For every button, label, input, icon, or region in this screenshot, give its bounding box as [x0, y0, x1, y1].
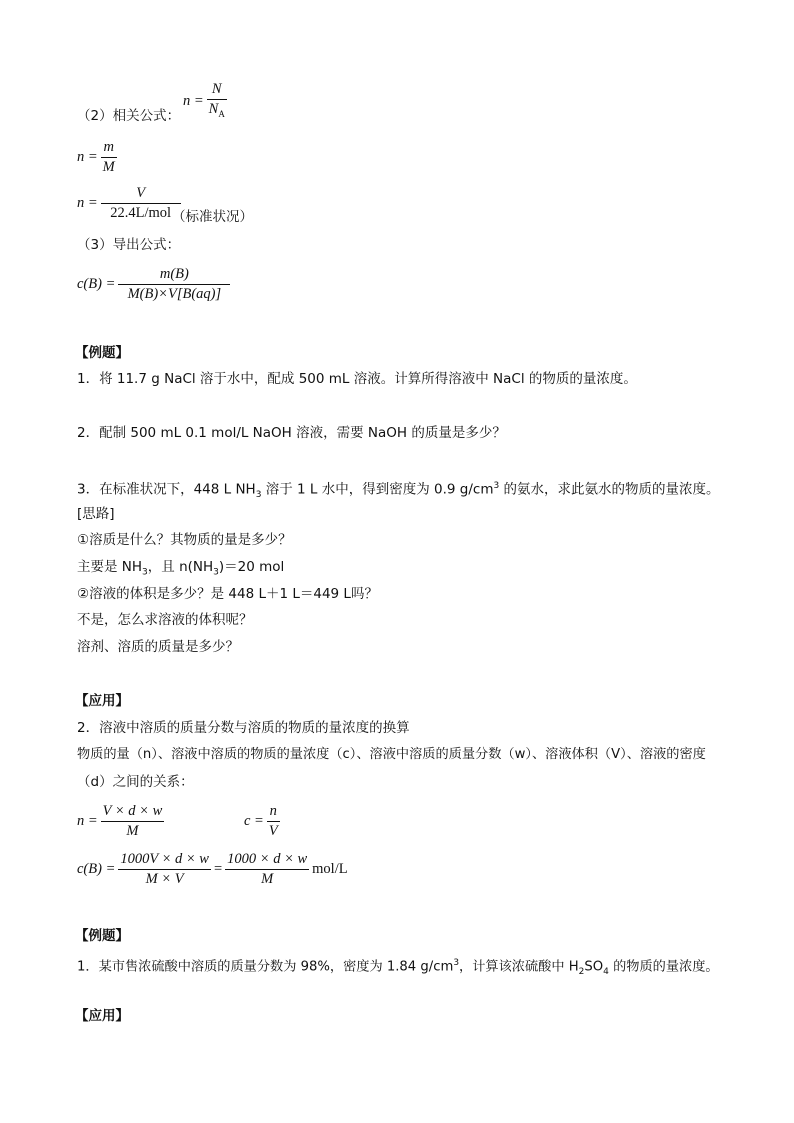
label-related-formulas: （2）相关公式： — [77, 108, 181, 124]
formula-lhs: n = — [77, 195, 98, 211]
fraction — [118, 850, 211, 889]
standard-conditions-note: （标准状况） — [172, 209, 253, 225]
formula-lhs: n = — [77, 813, 98, 829]
denominator: M — [261, 871, 274, 887]
example2-question-1: 1．某市售浓硫酸中溶质的质量分数为 98%，密度为 1.84 $g/cm^3$，计算该浓硫酸中 $H_2SO_4$ 的物质的量浓度。 — [77, 958, 719, 978]
fraction — [101, 184, 181, 223]
numerator: m — [101, 138, 117, 158]
hint-line-4: 不是，怎么求溶液的体积呢？ — [77, 612, 253, 628]
hint-line-5: 溶剂、溶质的质量是多少？ — [77, 639, 239, 655]
fraction — [101, 138, 117, 177]
application-desc-1: 物质的量（n）、溶液中溶质的物质的量浓度（c）、溶液中溶质的质量分数（w）、溶液体积（V）、溶液的密度 — [77, 747, 706, 762]
denominator: M — [126, 823, 139, 839]
numerator: V — [101, 184, 181, 204]
application-header: 【应用】 — [75, 693, 129, 709]
fraction — [207, 80, 227, 124]
formula-n-Vdw-over-M — [77, 802, 164, 841]
denominator: M × V — [145, 871, 184, 887]
fraction — [101, 802, 165, 841]
denominator: V — [268, 823, 278, 839]
formula-c-n-over-V — [244, 802, 280, 841]
denominator: $N_A$ — [208, 101, 225, 119]
application-title: 2．溶液中溶质的质量分数与溶质的物质的量浓度的换算 — [77, 720, 410, 736]
formula-cB-conversion — [77, 850, 348, 889]
numerator: n — [267, 802, 280, 822]
example-question-2: 2．配制 500 mL 0.1 mol/L NaOH 溶液，需要 NaOH 的质量是多少？ — [77, 425, 506, 441]
numerator: m(B) — [118, 265, 230, 285]
hint-line-3: ②溶液的体积是多少？是 448 L＋1 L＝449 L吗？ — [77, 586, 378, 602]
formula-lhs: n = — [183, 93, 204, 110]
hint-line-1: ①溶质是什么？其物质的量是多少？ — [77, 532, 292, 548]
denominator: M — [102, 159, 115, 175]
equals-sign: = — [213, 861, 223, 877]
unit: mol/L — [312, 861, 348, 877]
application-header-2: 【应用】 — [75, 1008, 129, 1024]
label-derived-formula: （3）导出公式： — [77, 237, 181, 253]
formula-lhs: n = — [77, 149, 98, 165]
numerator: N — [207, 80, 227, 100]
formula-n-V-over-Vm — [77, 184, 181, 223]
fraction — [118, 265, 230, 304]
numerator: 1000 × d × w — [225, 850, 309, 870]
formula-cB — [77, 265, 230, 304]
example-question-1: 1．将 11.7 g NaCl 溶于水中，配成 500 mL 溶液。计算所得溶液中 NaCl 的物质的量浓度。 — [77, 371, 637, 387]
numerator: V × d × w — [101, 802, 165, 822]
formula-n-m-over-M — [77, 138, 117, 177]
hint-header: [思路] — [77, 506, 115, 522]
denominator: 22.4L/mol — [110, 205, 172, 221]
application-desc-2: （d）之间的关系： — [77, 774, 194, 790]
example-header-2: 【例题】 — [75, 928, 129, 944]
formula-n-N-over-NA — [183, 80, 227, 124]
denominator: M(B)×V[B(aq)] — [127, 286, 222, 302]
numerator: 1000V × d × w — [118, 850, 211, 870]
example-header: 【例题】 — [75, 345, 129, 361]
fraction — [225, 850, 309, 889]
fraction — [267, 802, 280, 841]
formula-lhs: c = — [244, 813, 264, 829]
formula-lhs: c(B) = — [77, 276, 116, 292]
hint-line-2: 主要是 $NH_3$，且 $n(NH_3)=20$ mol — [77, 559, 285, 578]
example-question-3: 3．在标准状况下，448 L $NH_3$ 溶于 1 L 水中，得到密度为 0.9 $g/cm^3$ 的氨水，求此氨水的物质的量浓度。 — [77, 481, 720, 501]
formula-lhs: c(B) = — [77, 861, 116, 877]
